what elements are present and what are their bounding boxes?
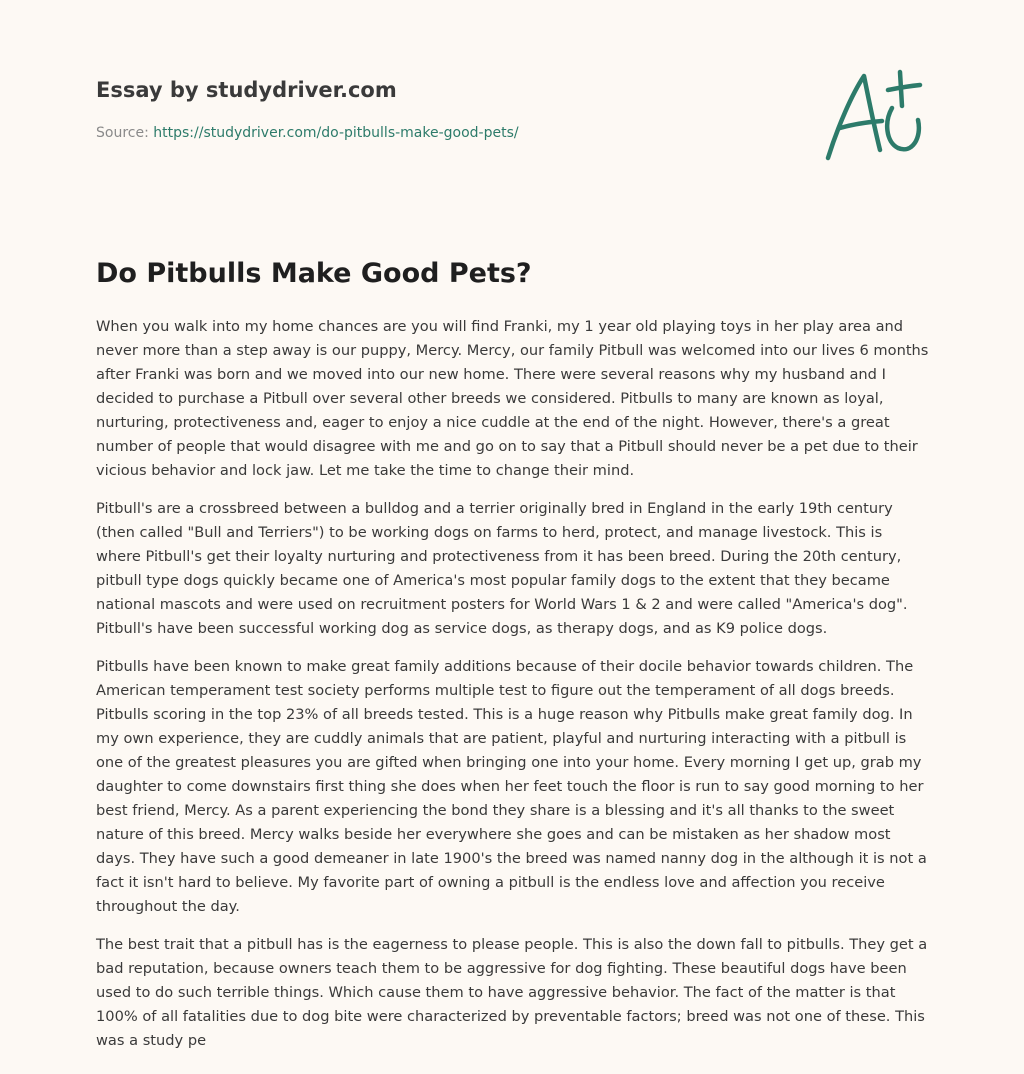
brand-title: Essay by studydriver.com (96, 78, 397, 102)
essay-header (96, 74, 796, 144)
source-link[interactable]: https://studydriver.com/do-pitbulls-make-good-pets/ (153, 125, 519, 141)
source-label: Source: (96, 125, 154, 141)
essay-paragraph: Pitbull's are a crossbreed between a bulldog and a terrier originally bred in England in the early 19th century (then called "Bull and Terriers") to be working dogs on farms to herd, protect, and manage livestock. This is where Pitbull's get their loyalty nurturing and protectiveness from it has been breed. During the 20th century, pitbull type dogs quickly became one of America's most popular family dogs to the extent that they became national mascots and were used on recruitment posters for World Wars 1 & 2 and were called "America's dog". Pitbull's have been successful working dog as service dogs, as therapy dogs, and as K9 police dogs. (96, 500, 908, 637)
essay-paragraph: The best trait that a pitbull has is the eagerness to please people. This is also the down fall to pitbulls. They get a bad reputation, because owners teach them to be aggressive for dog fighting. These beautiful dogs have been used to do such terrible things. Which cause them to have aggressive behavior. The fact of the matter is that 100% of all fatalities due to dog bite were characterized by preventable factors; breed was not one of these. This was a study pe (96, 936, 928, 1049)
source-line (96, 122, 796, 144)
a-plus-logo-icon (818, 66, 928, 166)
essay-paragraph: Pitbulls have been known to make great family additions because of their docile behavior towards children. The American temperament test society performs multiple test to figure out the temperament of all dogs breeds. Pitbulls scoring in the top 23% of all breeds tested. This is a huge reason why Pitbulls make great family dog. In my own experience, they are cuddly animals that are patient, playful and nurturing interacting with a pitbull is one of the greatest pleasures you are gifted when bringing one into your home. Every morning I get up, grab my daughter to come downstairs first thing she does when her feet touch the floor is run to say good morning to her best friend, Mercy. As a parent experiencing the bond they share is a blessing and it's all thanks to the sweet nature of this breed. Mercy walks beside her everywhere she goes and can be mistaken as her shadow most days. They have such a good demeaner in late 1900's the breed was named nanny dog in the although it is not a fact it isn't hard to believe. My favorite part of owning a pitbull is the endless love and affection you receive throughout the day. (96, 658, 927, 915)
essay-body (96, 315, 930, 1067)
essay-title: Do Pitbulls Make Good Pets? (96, 258, 532, 289)
essay-paragraph: When you walk into my home chances are you will find Franki, my 1 year old playing toys in her play area and never more than a step away is our puppy, Mercy. Mercy, our family Pitbull was welcomed into our lives 6 months after Franki was born and we moved into our new home. There were several reasons why my husband and I decided to purchase a Pitbull over several other breeds we considered. Pitbulls to many are known as loyal, nurturing, protectiveness and, eager to enjoy a nice cuddle at the end of the night. However, there's a great number of people that would disagree with me and go on to say that a Pitbull should never be a pet due to their vicious behavior and lock jaw. Let me take the time to change their mind. (96, 318, 929, 479)
